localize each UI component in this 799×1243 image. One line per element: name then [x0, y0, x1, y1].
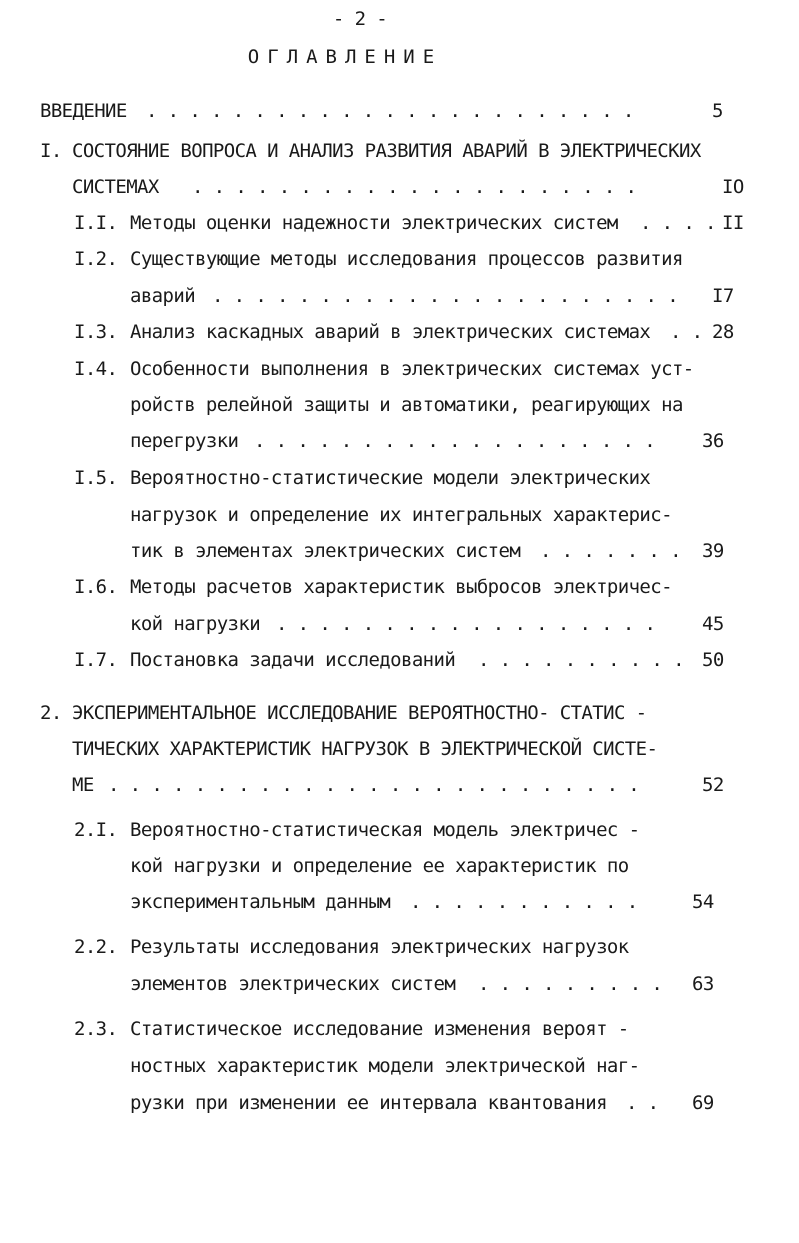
- toc-page: 36: [702, 430, 724, 452]
- toc-number: 2.3.: [74, 1018, 118, 1040]
- toc-number: 2.: [40, 702, 62, 724]
- toc-leader: . . . . . . . . . . . . . . . . . .: [276, 613, 656, 635]
- toc-label: Анализ каскадных аварий в электрических системах: [130, 321, 651, 343]
- toc-label: ройств релейной защиты и автоматики, реагирующих на: [130, 394, 683, 416]
- toc-label: Методы оценки надежности электрических систем: [130, 212, 618, 234]
- page-title: ОГЛАВЛЕНИЕ: [247, 46, 443, 68]
- toc-leader: . . . .: [640, 212, 716, 234]
- toc-number: I.2.: [74, 248, 118, 270]
- toc-label: Особенности выполнения в электрических системах уст-: [130, 358, 694, 380]
- toc-label: МЕ: [72, 774, 94, 796]
- toc-number: I.5.: [74, 467, 118, 489]
- toc-label: кой нагрузки: [130, 613, 261, 635]
- toc-leader: . .: [670, 321, 703, 343]
- toc-number: I.6.: [74, 576, 118, 598]
- toc-leader: . . . . . . . . . . . . . . . . . . . . . .: [212, 285, 679, 307]
- toc-label: тик в элементах электрических систем: [130, 540, 521, 562]
- toc-label: нагрузок и определение их интегральных характерис-: [130, 504, 672, 526]
- toc-page: 54: [692, 891, 714, 913]
- toc-page: 28: [712, 321, 734, 343]
- toc-label: СИСТЕМАХ: [72, 176, 159, 198]
- toc-leader: . . . . . . . . . . .: [410, 891, 638, 913]
- toc-leader: . . . . . . . . .: [478, 973, 663, 995]
- toc-number: I.4.: [74, 358, 118, 380]
- toc-page: IO: [722, 176, 744, 198]
- toc-label: Статистическое исследование изменения вероят -: [130, 1018, 629, 1040]
- toc-label: Существующие методы исследования процессов развития: [130, 248, 683, 270]
- toc-label: ностных характеристик модели электрической наг-: [130, 1055, 640, 1077]
- toc-number: 2.2.: [74, 936, 118, 958]
- toc-number: I.: [40, 140, 62, 162]
- toc-label: Вероятностно-статистическая модель электричес -: [130, 819, 640, 841]
- toc-label: аварий: [130, 285, 196, 307]
- toc-page: 5: [712, 100, 723, 122]
- page-number: - 2 -: [332, 8, 388, 30]
- toc-label: экспериментальным данным: [130, 891, 391, 913]
- toc-label: ЭКСПЕРИМЕНТАЛЬНОЕ ИССЛЕДОВАНИЕ ВЕРОЯТНОСТНО- СТАТИС -: [72, 702, 647, 724]
- toc-leader: . .: [626, 1092, 659, 1114]
- toc-label: перегрузки: [130, 430, 239, 452]
- toc-leader: . . . . . . . . . . . . . . . . . . .: [254, 430, 656, 452]
- toc-page: 52: [702, 774, 724, 796]
- toc-page: 69: [692, 1092, 714, 1114]
- toc-leader: . . . . . . .: [540, 540, 681, 562]
- toc-label: рузки при изменении ее интервала квантования: [130, 1092, 607, 1114]
- toc-label: Методы расчетов характеристик выбросов электричес-: [130, 576, 672, 598]
- toc-page: 39: [702, 540, 724, 562]
- toc-label: СОСТОЯНИЕ ВОПРОСА И АНАЛИЗ РАЗВИТИЯ АВАРИЙ В ЭЛЕКТРИЧЕСКИХ: [72, 140, 701, 162]
- toc-page: 63: [692, 973, 714, 995]
- toc-label: Вероятностно-статистические модели электрических: [130, 467, 651, 489]
- toc-number: I.7.: [74, 649, 118, 671]
- toc-page: I7: [712, 285, 734, 307]
- toc-page: 45: [702, 613, 724, 635]
- toc-label: Постановка задачи исследований: [130, 649, 456, 671]
- toc-number: I.3.: [74, 321, 118, 343]
- toc-label: элементов электрических систем: [130, 973, 456, 995]
- toc-leader: . . . . . . . . . . . . . . . . . . . . . . . . .: [108, 774, 640, 796]
- toc-page: II: [722, 212, 744, 234]
- toc-number: 2.I.: [74, 819, 118, 841]
- toc-label: Результаты исследования электрических нагрузок: [130, 936, 629, 958]
- toc-number: I.I.: [74, 212, 118, 234]
- toc-leader: . . . . . . . . . .: [478, 649, 684, 671]
- toc-leader: . . . . . . . . . . . . . . . . . . . . . . .: [146, 100, 634, 122]
- toc-page: 50: [702, 649, 724, 671]
- toc-label: кой нагрузки и определение ее характеристик по: [130, 855, 629, 877]
- toc-label: ВВЕДЕНИЕ: [40, 100, 127, 122]
- toc-label: ТИЧЕСКИХ ХАРАКТЕРИСТИК НАГРУЗОК В ЭЛЕКТРИЧЕСКОЙ СИСТЕ-: [72, 738, 658, 760]
- toc-leader: . . . . . . . . . . . . . . . . . . . . .: [192, 176, 637, 198]
